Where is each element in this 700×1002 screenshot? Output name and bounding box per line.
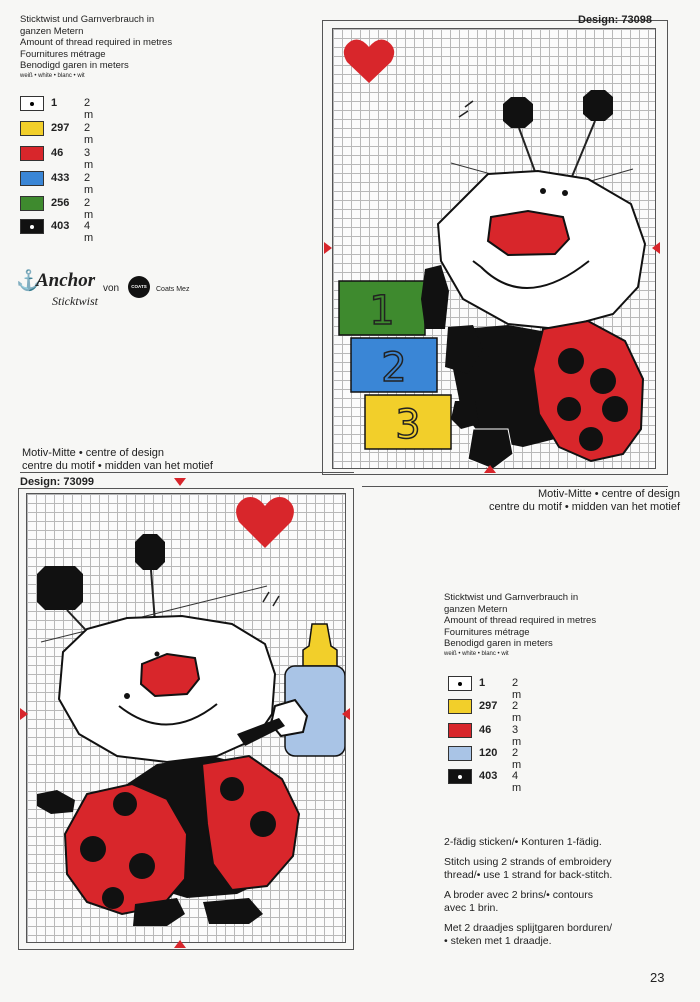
legend-bottom-heading [444,592,684,659]
swatch-black [20,219,44,234]
wing-spot [590,368,616,394]
instruction-fr-1: A broder avec 2 brins/• contours [444,889,594,901]
instruction-en-1: Stitch using 2 strands of embroidery [444,856,612,868]
thread-amount: 3 m [84,147,94,171]
eye-right [562,190,568,196]
sticktwist-wordmark: Sticktwist [52,294,98,308]
ladybug-nose [141,654,199,696]
instruction-en-2: thread/• use 1 strand for back-stitch. [444,869,613,881]
wing-spot [557,397,581,421]
heading-de-2: ganzen Metern [444,603,508,615]
wing-spot [220,777,244,801]
swatch-blue [20,171,44,186]
instruction-fr-2: avec 1 brin. [444,902,499,914]
thread-code: 46 [479,724,492,736]
eye-left [155,652,160,657]
design-1-label: Design: 73098 [578,14,652,26]
white-note: weiß • white • blanc • wit [444,650,509,657]
caption-line-2: centre du motif • midden van het motief [22,460,213,472]
block-number: 2 [381,345,407,391]
center-marker-bottom [174,940,186,948]
thread-code: 297 [51,122,70,134]
swatch-red [20,146,44,161]
antenna-right [571,121,595,179]
design-2-label: Design: 73099 [20,476,94,488]
cheek-dot [124,693,130,699]
caption-rule [362,486,668,487]
stitch-instructions [444,836,684,948]
motion-marks [459,101,473,117]
antenna-left [519,128,537,177]
thread-amount: 4 m [84,220,94,244]
page-number: 23 [650,970,665,985]
eye-left [540,188,546,194]
center-marker-right [342,708,350,720]
thread-code: 46 [51,147,64,159]
instruction-nl-1: Met 2 draadjes splijtgaren borduren/ [444,922,613,934]
center-marker-left [324,242,332,254]
wing-spot [250,811,276,837]
thread-code: 403 [51,220,70,232]
heading-de: Sticktwist und Garnverbrauch in [20,14,155,25]
heading-nl: Benodigd garen in meters [20,60,129,71]
ladybug-foot [37,790,75,814]
thread-amount: 4 m [512,770,522,794]
instruction-de: 2-fädig sticken/• Konturen 1-fädig. [444,836,602,848]
heading-fr: Fournitures métrage [20,48,106,60]
heading-de: Sticktwist und Garnverbrauch in [444,592,579,603]
thread-code: 403 [479,770,498,782]
coats-mez-text: Coats Mez [156,286,190,293]
bottle-nipple [303,624,337,666]
wing-spot [113,792,137,816]
center-marker-right [652,242,660,254]
wing-spot [558,348,584,374]
heart-icon [344,39,394,83]
swatch-yellow [448,699,472,714]
swatch-white [20,96,44,111]
thread-amount: 2 m [84,97,94,121]
ladybug-foot [468,429,513,469]
block-number: 3 [395,402,421,448]
center-marker-left [20,708,28,720]
thread-amount: 2 m [84,122,94,146]
center-marker-top [174,478,186,486]
antenna-knob-left [503,97,533,128]
thread-amount: 2 m [84,197,94,221]
coats-logo: COATS [128,276,150,298]
thread-amount: 2 m [84,172,94,196]
swatch-white [448,676,472,691]
heading-fr: Fournitures métrage [444,626,530,638]
design-1-pattern [333,29,656,469]
caption-line-1: Motiv-Mitte • centre of design [22,447,165,459]
legend-top-heading [20,14,250,81]
brand-block [16,268,216,313]
thread-code: 433 [51,172,70,184]
design-2-caption [22,447,213,473]
design-2-pattern [27,494,346,943]
antenna-knob-left [37,566,83,610]
swatch-yellow [20,121,44,136]
ladybug-nose [488,211,569,255]
swatch-black [448,769,472,784]
anchor-icon: ⚓ [16,270,41,292]
design-1-caption [422,488,680,514]
thread-code: 120 [479,747,498,759]
caption-line-1: Motiv-Mitte • centre of design [537,488,680,500]
design-2-grid [26,493,346,943]
anchor-wordmark: Anchor [36,270,96,291]
white-note: weiß • white • blanc • wit [20,72,85,79]
ladybug-hand [421,265,449,329]
motion-marks [263,592,279,606]
heart-icon [236,497,294,548]
von-text: von [103,283,120,294]
heading-nl: Benodigd garen in meters [444,638,553,649]
heading-en: Amount of thread required in metres [20,37,173,48]
thread-amount: 2 m [512,677,522,701]
thread-code: 256 [51,197,70,209]
thread-amount: 3 m [512,724,522,748]
thread-code: 1 [51,97,58,109]
thread-amount: 2 m [512,747,522,771]
swatch-green [20,196,44,211]
ladybug-foot [451,401,479,429]
thread-code: 297 [479,700,498,712]
center-marker-bottom [484,465,496,473]
swatch-red [448,723,472,738]
instruction-nl-2: • steken met 1 draadje. [444,935,552,947]
wing-spot [129,853,155,879]
heading-de-2: ganzen Metern [20,25,84,37]
thread-amount: 2 m [512,700,522,724]
caption-line-2: centre du motif • midden van het motief [489,501,680,513]
antenna-knob-right [583,90,613,121]
swatch-light-blue [448,746,472,761]
antenna-knob-top [135,534,165,570]
ladybug-foot [203,898,263,924]
heading-en: Amount of thread required in metres [444,615,597,626]
design-1-grid [332,28,656,469]
wing-spot [579,427,603,451]
wing-spot [602,396,628,422]
block-number: 1 [369,288,395,334]
thread-code: 1 [479,677,486,689]
wing-spot [80,836,106,862]
wing-spot [102,887,124,909]
caption-rule [20,472,354,473]
